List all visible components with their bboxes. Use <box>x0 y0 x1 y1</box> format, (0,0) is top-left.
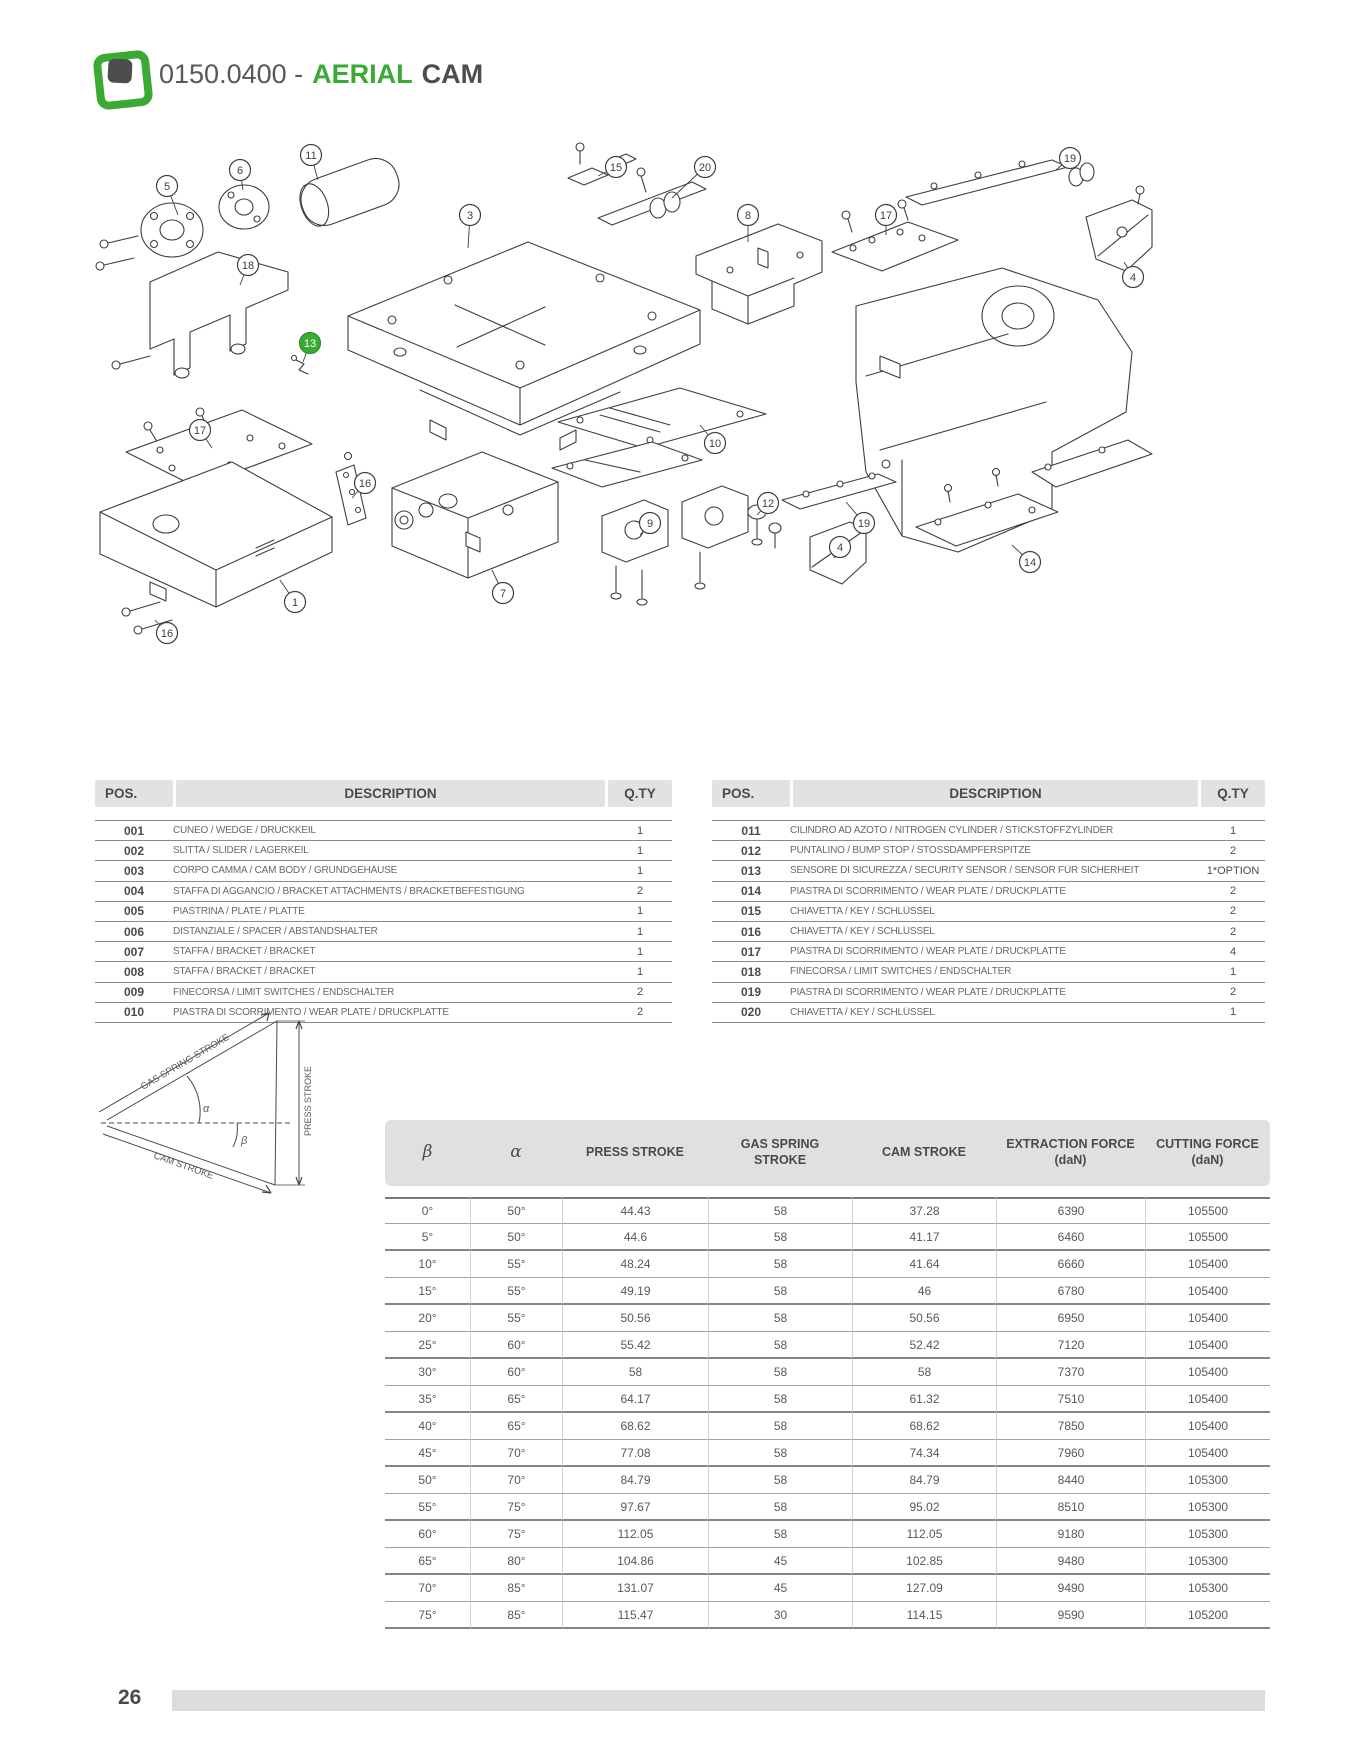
parts-qty-cell: 1 <box>1229 965 1237 978</box>
spec-value-cell: 49.19 <box>562 1278 708 1305</box>
parts-pos-cell: 009 <box>123 985 145 1000</box>
spec-value-cell: 48.24 <box>562 1251 708 1278</box>
parts-qty-cell: 2 <box>636 1006 644 1019</box>
parts-qty-cell: 1 <box>636 824 644 837</box>
spec-value-cell: 41.17 <box>852 1224 996 1251</box>
spec-table-row <box>385 1359 1270 1386</box>
spec-table-row <box>385 1521 1270 1548</box>
spec-value-cell: 50° <box>470 1224 562 1251</box>
parts-pos-cell: 019 <box>740 985 762 1000</box>
spec-value-cell: 10° <box>385 1251 470 1278</box>
spec-value-cell: 65° <box>470 1413 562 1440</box>
spec-value-cell: 105300 <box>1145 1575 1270 1602</box>
spec-table-row <box>385 1197 1270 1224</box>
logo-inner-square <box>107 58 132 83</box>
spec-column-header: CAM STROKE <box>881 1145 967 1160</box>
brand-logo-icon <box>95 50 143 98</box>
spec-value-cell: 85° <box>470 1602 562 1629</box>
spec-value-cell: 55° <box>470 1251 562 1278</box>
spec-table-row <box>385 1224 1270 1251</box>
parts-pos-cell: 015 <box>740 904 762 919</box>
spec-value-cell: 58 <box>708 1305 852 1332</box>
spec-table-rows <box>385 1197 1270 1629</box>
spec-value-cell: 58 <box>708 1278 852 1305</box>
spec-value-cell: 58 <box>708 1251 852 1278</box>
spec-value-cell: 58 <box>708 1440 852 1467</box>
spec-value-cell: 70° <box>385 1575 470 1602</box>
parts-desc-cell: STAFFA / BRACKET / BRACKET <box>173 946 316 958</box>
parts-desc-cell: PIASTRA DI SCORRIMENTO / WEAR PLATE / DRUCKPLATTE <box>790 946 1066 958</box>
spec-value-cell: 55.42 <box>562 1332 708 1359</box>
spec-value-cell: 105200 <box>1145 1602 1270 1629</box>
parts-table-row <box>95 962 672 982</box>
spec-value-cell: 6780 <box>996 1278 1145 1305</box>
spec-value-cell: 7510 <box>996 1386 1145 1413</box>
callout-number: 15 <box>609 161 623 174</box>
spec-value-cell: 44.43 <box>562 1197 708 1224</box>
spec-value-cell: 105400 <box>1145 1305 1270 1332</box>
parts-desc-cell: PIASTRA DI SCORRIMENTO / WEAR PLATE / DRUCKPLATTE <box>173 1006 449 1018</box>
parts-desc-cell: STAFFA DI AGGANCIO / BRACKET ATTACHMENTS / BRACKETBEFESTIGUNG <box>173 885 525 897</box>
spec-value-cell: 15° <box>385 1278 470 1305</box>
spec-value-cell: 114.15 <box>852 1602 996 1629</box>
spec-value-cell: 104.86 <box>562 1548 708 1575</box>
description-column-header: DESCRIPTION <box>793 780 1198 807</box>
product-name-dark: CAM <box>421 58 484 89</box>
parts-desc-cell: CUNEO / WEDGE / DRUCKKEIL <box>173 825 316 837</box>
spec-value-cell: 68.62 <box>562 1413 708 1440</box>
spec-value-cell: 50° <box>385 1467 470 1494</box>
spec-value-cell: 9590 <box>996 1602 1145 1629</box>
spec-value-cell: 105300 <box>1145 1521 1270 1548</box>
spec-table-row <box>385 1305 1270 1332</box>
spec-value-cell: 9490 <box>996 1575 1145 1602</box>
spec-value-cell: 44.6 <box>562 1224 708 1251</box>
spec-value-cell: 84.79 <box>562 1467 708 1494</box>
parts-table-row <box>712 861 1265 881</box>
spec-value-cell: 105500 <box>1145 1197 1270 1224</box>
callout-number: 8 <box>744 209 752 222</box>
spec-value-cell: 58 <box>708 1467 852 1494</box>
spec-value-cell: 58 <box>708 1332 852 1359</box>
parts-table-row <box>95 902 672 922</box>
parts-qty-cell: 1 <box>636 945 644 958</box>
callout-number: 4 <box>836 541 844 554</box>
spec-table-header <box>385 1120 1270 1186</box>
spec-value-cell: 25° <box>385 1332 470 1359</box>
spec-value-cell: 68.62 <box>852 1413 996 1440</box>
spec-column-header: PRESS STROKE <box>586 1145 684 1160</box>
spec-column-header: β <box>422 1142 433 1163</box>
parts-qty-cell: 2 <box>1229 986 1237 999</box>
parts-desc-cell: FINECORSA / LIMIT SWITCHES / ENDSCHALTER <box>790 966 1012 978</box>
spec-value-cell: 6390 <box>996 1197 1145 1224</box>
parts-desc-cell: PUNTALINO / BUMP STOP / STOSSDÄMPFERSPITZE <box>790 845 1031 857</box>
spec-value-cell: 6460 <box>996 1224 1145 1251</box>
spec-table-row <box>385 1278 1270 1305</box>
footer-bar <box>172 1690 1265 1711</box>
parts-desc-cell: SENSORE DI SICUREZZA / SECURITY SENSOR / SENSOR FÜR SICHERHEIT <box>790 865 1140 877</box>
pos-column-header: POS. <box>95 780 173 807</box>
spec-value-cell: 58 <box>708 1386 852 1413</box>
parts-qty-cell: 1 <box>1229 1006 1237 1019</box>
spec-table-row <box>385 1413 1270 1440</box>
spec-value-cell: 60° <box>470 1359 562 1386</box>
callout-number: 14 <box>1023 556 1037 569</box>
cam-stroke-label: CAM STROKE <box>151 1150 215 1182</box>
parts-table-row <box>712 942 1265 962</box>
parts-desc-cell: CORPO CAMMA / CAM BODY / GRUNDGEHÄUSE <box>173 865 398 877</box>
parts-pos-cell: 018 <box>740 964 762 979</box>
parts-pos-cell: 014 <box>740 884 762 899</box>
spec-value-cell: 8440 <box>996 1467 1145 1494</box>
machine-parts-lineart <box>96 143 1152 634</box>
spec-value-cell: 105400 <box>1145 1278 1270 1305</box>
parts-qty-cell: 2 <box>1229 925 1237 938</box>
callout-number: 20 <box>698 161 712 174</box>
pos-column-header: POS. <box>712 780 790 807</box>
spec-value-cell: 65° <box>470 1386 562 1413</box>
spec-value-cell: 75° <box>470 1521 562 1548</box>
callout-number: 1 <box>291 596 299 609</box>
spec-value-cell: 58 <box>708 1521 852 1548</box>
parts-desc-cell: CHIAVETTA / KEY / SCHLÜSSEL <box>790 1006 935 1018</box>
spec-value-cell: 112.05 <box>852 1521 996 1548</box>
spec-table-row <box>385 1494 1270 1521</box>
parts-table-row <box>712 902 1265 922</box>
callout-number: 13 <box>303 337 317 350</box>
spec-value-cell: 105400 <box>1145 1440 1270 1467</box>
press-stroke-label: PRESS STROKE <box>303 1065 313 1136</box>
spec-value-cell: 61.32 <box>852 1386 996 1413</box>
parts-qty-cell: 1 <box>636 905 644 918</box>
description-column-header: DESCRIPTION <box>176 780 605 807</box>
parts-table-right <box>712 780 1265 1023</box>
spec-value-cell: 75° <box>470 1494 562 1521</box>
parts-table-row <box>712 821 1265 841</box>
callout-number: 5 <box>163 180 171 193</box>
callout-number: 16 <box>358 477 372 490</box>
spec-value-cell: 55° <box>385 1494 470 1521</box>
spec-table-row <box>385 1332 1270 1359</box>
parts-table-row <box>95 821 672 841</box>
parts-table-row <box>95 861 672 881</box>
spec-table-row <box>385 1602 1270 1629</box>
qty-column-header: Q.TY <box>608 780 672 807</box>
parts-rows-right <box>712 820 1265 1023</box>
spec-table-row <box>385 1548 1270 1575</box>
product-name-green: AERIAL <box>312 58 413 89</box>
parts-pos-cell: 002 <box>123 843 145 858</box>
spec-value-cell: 105400 <box>1145 1251 1270 1278</box>
spec-value-cell: 58 <box>708 1494 852 1521</box>
parts-table-row <box>95 841 672 861</box>
parts-pos-cell: 016 <box>740 924 762 939</box>
page-header <box>95 50 483 98</box>
spec-value-cell: 45° <box>385 1440 470 1467</box>
parts-table-row <box>712 882 1265 902</box>
spec-value-cell: 7960 <box>996 1440 1145 1467</box>
spec-value-cell: 84.79 <box>852 1467 996 1494</box>
parts-desc-cell: PIASTRA DI SCORRIMENTO / WEAR PLATE / DRUCKPLATTE <box>790 885 1066 897</box>
parts-pos-cell: 013 <box>740 863 762 878</box>
callout-number: 3 <box>466 209 474 222</box>
spec-value-cell: 7850 <box>996 1413 1145 1440</box>
parts-pos-cell: 006 <box>123 924 145 939</box>
spec-value-cell: 37.28 <box>852 1197 996 1224</box>
parts-pos-cell: 010 <box>123 1005 145 1020</box>
spec-value-cell: 105400 <box>1145 1359 1270 1386</box>
spec-column-header: EXTRACTION FORCE (daN) <box>1006 1137 1135 1167</box>
spec-value-cell: 105400 <box>1145 1413 1270 1440</box>
parts-desc-cell: CHIAVETTA / KEY / SCHLÜSSEL <box>790 926 935 938</box>
callout-number: 18 <box>241 259 255 272</box>
parts-table-row <box>712 1003 1265 1023</box>
parts-qty-cell: 1 <box>636 844 644 857</box>
spec-value-cell: 9480 <box>996 1548 1145 1575</box>
spec-value-cell: 115.47 <box>562 1602 708 1629</box>
spec-value-cell: 20° <box>385 1305 470 1332</box>
spec-table-row <box>385 1386 1270 1413</box>
spec-value-cell: 102.85 <box>852 1548 996 1575</box>
spec-value-cell: 131.07 <box>562 1575 708 1602</box>
parts-pos-cell: 020 <box>740 1005 762 1020</box>
spec-value-cell: 7120 <box>996 1332 1145 1359</box>
gas-spring-stroke-label: GAS SPRING STROKE <box>138 1031 232 1093</box>
spec-value-cell: 64.17 <box>562 1386 708 1413</box>
spec-value-cell: 58 <box>708 1359 852 1386</box>
spec-value-cell: 74.34 <box>852 1440 996 1467</box>
parts-rows-left <box>95 820 672 1023</box>
parts-table-row <box>712 841 1265 861</box>
spec-column-header: α <box>510 1142 522 1163</box>
spec-value-cell: 7370 <box>996 1359 1145 1386</box>
beta-angle-label: β <box>241 1135 248 1147</box>
page-title <box>159 59 483 90</box>
spec-value-cell: 41.64 <box>852 1251 996 1278</box>
callout-number: 17 <box>879 209 893 222</box>
spec-value-cell: 58 <box>708 1413 852 1440</box>
callout-number: 16 <box>160 627 174 640</box>
callout-number: 10 <box>708 437 722 450</box>
parts-pos-cell: 004 <box>123 884 145 899</box>
spec-value-cell: 55° <box>470 1305 562 1332</box>
spec-value-cell: 0° <box>385 1197 470 1224</box>
spec-value-cell: 75° <box>385 1602 470 1629</box>
parts-qty-cell: 1 <box>636 925 644 938</box>
callout-number: 19 <box>1063 152 1077 165</box>
spec-value-cell: 52.42 <box>852 1332 996 1359</box>
spec-value-cell: 5° <box>385 1224 470 1251</box>
parts-desc-cell: PIASTRINA / PLATE / PLATTE <box>173 905 305 917</box>
parts-desc-cell: STAFFA / BRACKET / BRACKET <box>173 966 316 978</box>
spec-column-header: CUTTING FORCE (daN) <box>1156 1137 1259 1167</box>
callout-number: 12 <box>761 497 775 510</box>
spec-value-cell: 95.02 <box>852 1494 996 1521</box>
alpha-angle-label: α <box>203 1103 210 1115</box>
parts-table-right-header <box>712 780 1265 807</box>
parts-pos-cell: 005 <box>123 904 145 919</box>
spec-value-cell: 58 <box>562 1359 708 1386</box>
parts-qty-cell: 1 <box>636 965 644 978</box>
parts-qty-cell: 2 <box>1229 885 1237 898</box>
parts-pos-cell: 012 <box>740 843 762 858</box>
callout-number: 6 <box>236 164 244 177</box>
spec-value-cell: 105500 <box>1145 1224 1270 1251</box>
callout-number: 11 <box>305 149 317 162</box>
spec-value-cell: 8510 <box>996 1494 1145 1521</box>
parts-desc-cell: DISTANZIALE / SPACER / ABSTANDSHALTER <box>173 926 378 938</box>
callout-number: 7 <box>499 587 507 600</box>
spec-value-cell: 105400 <box>1145 1386 1270 1413</box>
spec-value-cell: 105300 <box>1145 1467 1270 1494</box>
spec-value-cell: 6950 <box>996 1305 1145 1332</box>
callout-number: 19 <box>857 517 871 530</box>
parts-table-row <box>95 942 672 962</box>
spec-column-header: GAS SPRING STROKE <box>740 1137 820 1167</box>
parts-table-row <box>95 983 672 1003</box>
spec-value-cell: 30 <box>708 1602 852 1629</box>
parts-qty-cell: 2 <box>636 885 644 898</box>
spec-value-cell: 105300 <box>1145 1548 1270 1575</box>
spec-value-cell: 45 <box>708 1575 852 1602</box>
parts-table-row <box>712 922 1265 942</box>
parts-desc-cell: CHIAVETTA / KEY / SCHLÜSSEL <box>790 905 935 917</box>
spec-value-cell: 105300 <box>1145 1494 1270 1521</box>
parts-table-row <box>712 962 1265 982</box>
spec-value-cell: 70° <box>470 1440 562 1467</box>
parts-table-row <box>95 922 672 942</box>
parts-desc-cell: CILINDRO AD AZOTO / NITROGEN CYLINDER / STICKSTOFFZYLINDER <box>790 825 1114 837</box>
spec-value-cell: 55° <box>470 1278 562 1305</box>
spec-table-row <box>385 1575 1270 1602</box>
parts-table-left <box>95 780 672 1023</box>
parts-pos-cell: 017 <box>740 944 762 959</box>
spec-table-row <box>385 1440 1270 1467</box>
spec-value-cell: 46 <box>852 1278 996 1305</box>
spec-table-row <box>385 1467 1270 1494</box>
parts-pos-cell: 008 <box>123 964 145 979</box>
parts-table-left-header <box>95 780 672 807</box>
parts-qty-cell: 1 <box>1229 824 1237 837</box>
spec-value-cell: 112.05 <box>562 1521 708 1548</box>
parts-qty-cell: 2 <box>1229 844 1237 857</box>
spec-value-cell: 70° <box>470 1467 562 1494</box>
parts-pos-cell: 003 <box>123 863 145 878</box>
spec-table <box>385 1120 1270 1629</box>
callout-number: 9 <box>646 517 654 530</box>
parts-qty-cell: 1 <box>636 864 644 877</box>
spec-value-cell: 65° <box>385 1548 470 1575</box>
spec-value-cell: 127.09 <box>852 1575 996 1602</box>
spec-value-cell: 97.67 <box>562 1494 708 1521</box>
parts-pos-cell: 011 <box>741 823 761 838</box>
spec-value-cell: 50.56 <box>852 1305 996 1332</box>
product-code: 0150.0400 - <box>159 58 304 89</box>
spec-value-cell: 77.08 <box>562 1440 708 1467</box>
parts-qty-cell: 1*OPTION <box>1206 864 1260 877</box>
spec-value-cell: 35° <box>385 1386 470 1413</box>
parts-desc-cell: SLITTA / SLIDER / LAGERKEIL <box>173 845 309 857</box>
spec-value-cell: 80° <box>470 1548 562 1575</box>
spec-value-cell: 105400 <box>1145 1332 1270 1359</box>
parts-table-row <box>95 882 672 902</box>
spec-value-cell: 45 <box>708 1548 852 1575</box>
spec-value-cell: 85° <box>470 1575 562 1602</box>
spec-value-cell: 58 <box>708 1197 852 1224</box>
callout-number: 4 <box>1129 271 1137 284</box>
spec-table-row <box>385 1251 1270 1278</box>
spec-value-cell: 30° <box>385 1359 470 1386</box>
exploded-view-diagram <box>0 120 1359 780</box>
parts-qty-cell: 4 <box>1229 945 1237 958</box>
callout-number: 17 <box>193 424 207 437</box>
spec-value-cell: 40° <box>385 1413 470 1440</box>
parts-qty-cell: 2 <box>636 986 644 999</box>
spec-value-cell: 58 <box>852 1359 996 1386</box>
spec-value-cell: 50° <box>470 1197 562 1224</box>
spec-value-cell: 50.56 <box>562 1305 708 1332</box>
spec-value-cell: 6660 <box>996 1251 1145 1278</box>
page-number: 26 <box>118 1686 142 1709</box>
parts-pos-cell: 001 <box>123 823 145 838</box>
spec-value-cell: 60° <box>385 1521 470 1548</box>
parts-table-row <box>712 983 1265 1003</box>
stroke-angle-schematic <box>95 1012 345 1212</box>
parts-pos-cell: 007 <box>123 944 145 959</box>
spec-value-cell: 58 <box>708 1224 852 1251</box>
parts-qty-cell: 2 <box>1229 905 1237 918</box>
parts-desc-cell: FINECORSA / LIMIT SWITCHES / ENDSCHALTER <box>173 986 395 998</box>
qty-column-header: Q.TY <box>1201 780 1265 807</box>
spec-value-cell: 9180 <box>996 1521 1145 1548</box>
spec-value-cell: 60° <box>470 1332 562 1359</box>
parts-desc-cell: PIASTRA DI SCORRIMENTO / WEAR PLATE / DRUCKPLATTE <box>790 986 1066 998</box>
